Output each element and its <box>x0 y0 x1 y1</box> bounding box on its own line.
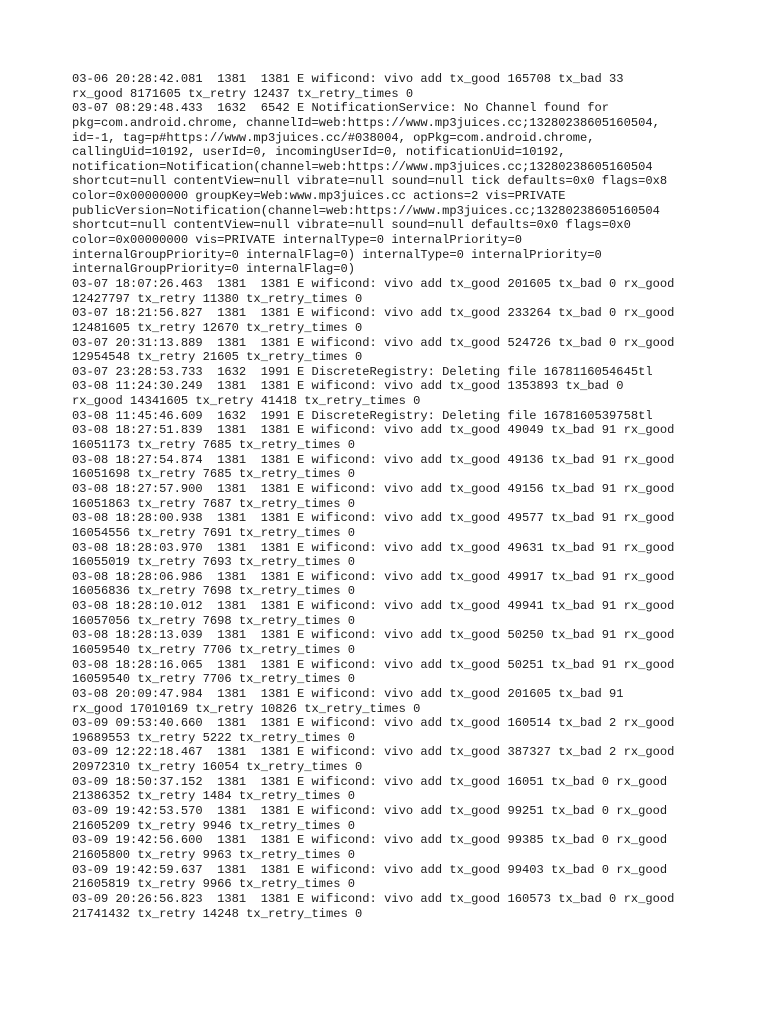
log-line: 03-09 20:26:56.823 1381 1381 E wificond: vivo add tx_good 160573 tx_bad 0 rx_good <box>72 891 675 906</box>
log-line: color=0x00000000 vis=PRIVATE internalType=0 internalPriority=0 <box>72 233 522 248</box>
log-line: 03-09 09:53:40.660 1381 1381 E wificond: vivo add tx_good 160514 tx_bad 2 rx_good <box>72 716 675 731</box>
log-line: 03-06 20:28:42.081 1381 1381 E wificond: vivo add tx_good 165708 tx_bad 33 <box>72 72 624 86</box>
log-line: 19689553 tx_retry 5222 tx_retry_times 0 <box>72 730 356 745</box>
log-line: 16057056 tx_retry 7698 tx_retry_times 0 <box>72 613 356 628</box>
log-line: 21741432 tx_retry 14248 tx_retry_times 0 <box>72 906 363 921</box>
log-line: notification=Notification(channel=web:https://www.mp3juices.cc;13280238605160504 <box>72 159 653 174</box>
log-line: 20972310 tx_retry 16054 tx_retry_times 0 <box>72 760 363 775</box>
log-line: 03-09 18:50:37.152 1381 1381 E wificond: vivo add tx_good 16051 tx_bad 0 rx_good <box>72 774 668 789</box>
log-line: 21605819 tx_retry 9966 tx_retry_times 0 <box>72 877 356 892</box>
log-line: 03-07 08:29:48.433 1632 6542 E NotificationService: No Channel found for <box>72 101 610 116</box>
log-line: 03-08 18:28:03.970 1381 1381 E wificond: vivo add tx_good 49631 tx_bad 91 rx_good <box>72 540 675 555</box>
log-text-block <box>72 72 712 921</box>
log-line: 12481605 tx_retry 12670 tx_retry_times 0 <box>72 320 363 335</box>
log-line: 03-08 11:45:46.609 1632 1991 E DiscreteRegistry: Deleting file 1678160539758tl <box>72 408 653 423</box>
log-line: 03-07 23:28:53.733 1632 1991 E DiscreteRegistry: Deleting file 1678116054645tl <box>72 364 653 379</box>
log-line: 03-08 18:28:16.065 1381 1381 E wificond: vivo add tx_good 50251 tx_bad 91 rx_good <box>72 657 675 672</box>
log-line: internalGroupPriority=0 internalFlag=0) <box>72 262 356 277</box>
log-line: color=0x00000000 groupKey=Web:www.mp3juices.cc actions=2 vis=PRIVATE <box>72 189 566 204</box>
log-line: 16051173 tx_retry 7685 tx_retry_times 0 <box>72 438 356 453</box>
log-line: 21605800 tx_retry 9963 tx_retry_times 0 <box>72 847 356 862</box>
log-line: id=-1, tag=p#https://www.mp3juices.cc/#038004, opPkg=com.android.chrome, <box>72 130 595 145</box>
log-line: 16051863 tx_retry 7687 tx_retry_times 0 <box>72 496 356 511</box>
log-line: 03-08 18:28:13.039 1381 1381 E wificond: vivo add tx_good 50250 tx_bad 91 rx_good <box>72 628 675 643</box>
log-line: shortcut=null contentView=null vibrate=null sound=null defaults=0x0 flags=0x0 <box>72 218 631 233</box>
log-line: rx_good 17010169 tx_retry 10826 tx_retry_times 0 <box>72 701 421 716</box>
log-line: 03-08 18:28:06.986 1381 1381 E wificond: vivo add tx_good 49917 tx_bad 91 rx_good <box>72 569 675 584</box>
log-line: rx_good 14341605 tx_retry 41418 tx_retry_times 0 <box>72 394 421 409</box>
log-line: 12427797 tx_retry 11380 tx_retry_times 0 <box>72 291 363 306</box>
log-line: 03-08 18:27:51.839 1381 1381 E wificond: vivo add tx_good 49049 tx_bad 91 rx_good <box>72 423 675 438</box>
log-line: 03-09 19:42:53.570 1381 1381 E wificond: vivo add tx_good 99251 tx_bad 0 rx_good <box>72 804 668 819</box>
log-line: publicVersion=Notification(channel=web:https://www.mp3juices.cc;13280238605160504 <box>72 203 660 218</box>
log-line: 03-08 18:27:54.874 1381 1381 E wificond: vivo add tx_good 49136 tx_bad 91 rx_good <box>72 452 675 467</box>
log-line: 03-09 12:22:18.467 1381 1381 E wificond: vivo add tx_good 387327 tx_bad 2 rx_good <box>72 745 675 760</box>
log-line: 03-08 20:09:47.984 1381 1381 E wificond: vivo add tx_good 201605 tx_bad 91 <box>72 686 624 701</box>
log-line: 03-08 18:28:00.938 1381 1381 E wificond: vivo add tx_good 49577 tx_bad 91 rx_good <box>72 511 675 526</box>
log-line: 03-09 19:42:56.600 1381 1381 E wificond: vivo add tx_good 99385 tx_bad 0 rx_good <box>72 833 668 848</box>
log-line: pkg=com.android.chrome, channelId=web:https://www.mp3juices.cc;13280238605160504, <box>72 115 660 130</box>
log-line: 03-08 11:24:30.249 1381 1381 E wificond: vivo add tx_good 1353893 tx_bad 0 <box>72 379 624 394</box>
log-line: 03-09 19:42:59.637 1381 1381 E wificond: vivo add tx_good 99403 tx_bad 0 rx_good <box>72 862 668 877</box>
log-line: 16054556 tx_retry 7691 tx_retry_times 0 <box>72 525 356 540</box>
log-line: 16056836 tx_retry 7698 tx_retry_times 0 <box>72 584 356 599</box>
log-line: rx_good 8171605 tx_retry 12437 tx_retry_times 0 <box>72 86 414 101</box>
log-line: 03-07 18:07:26.463 1381 1381 E wificond: vivo add tx_good 201605 tx_bad 0 rx_good <box>72 276 675 291</box>
log-line: callingUid=10192, userId=0, incomingUserId=0, notificationUid=10192, <box>72 145 566 160</box>
log-line: 03-07 20:31:13.889 1381 1381 E wificond: vivo add tx_good 524726 tx_bad 0 rx_good <box>72 335 675 350</box>
log-line: 16059540 tx_retry 7706 tx_retry_times 0 <box>72 672 356 687</box>
log-line: 03-08 18:27:57.900 1381 1381 E wificond: vivo add tx_good 49156 tx_bad 91 rx_good <box>72 481 675 496</box>
log-line: 12954548 tx_retry 21605 tx_retry_times 0 <box>72 350 363 365</box>
log-line: 16051698 tx_retry 7685 tx_retry_times 0 <box>72 467 356 482</box>
log-line: 16055019 tx_retry 7693 tx_retry_times 0 <box>72 555 356 570</box>
log-line: internalGroupPriority=0 internalFlag=0) internalType=0 internalPriority=0 <box>72 247 602 262</box>
log-line: 21605209 tx_retry 9946 tx_retry_times 0 <box>72 818 356 833</box>
log-line: 03-07 18:21:56.827 1381 1381 E wificond: vivo add tx_good 233264 tx_bad 0 rx_good <box>72 306 675 321</box>
log-line: 16059540 tx_retry 7706 tx_retry_times 0 <box>72 642 356 657</box>
log-line: 21386352 tx_retry 1484 tx_retry_times 0 <box>72 789 356 804</box>
log-line: 03-08 18:28:10.012 1381 1381 E wificond: vivo add tx_good 49941 tx_bad 91 rx_good <box>72 599 675 614</box>
log-line: shortcut=null contentView=null vibrate=null sound=null tick defaults=0x0 flags=0x8 <box>72 174 668 189</box>
